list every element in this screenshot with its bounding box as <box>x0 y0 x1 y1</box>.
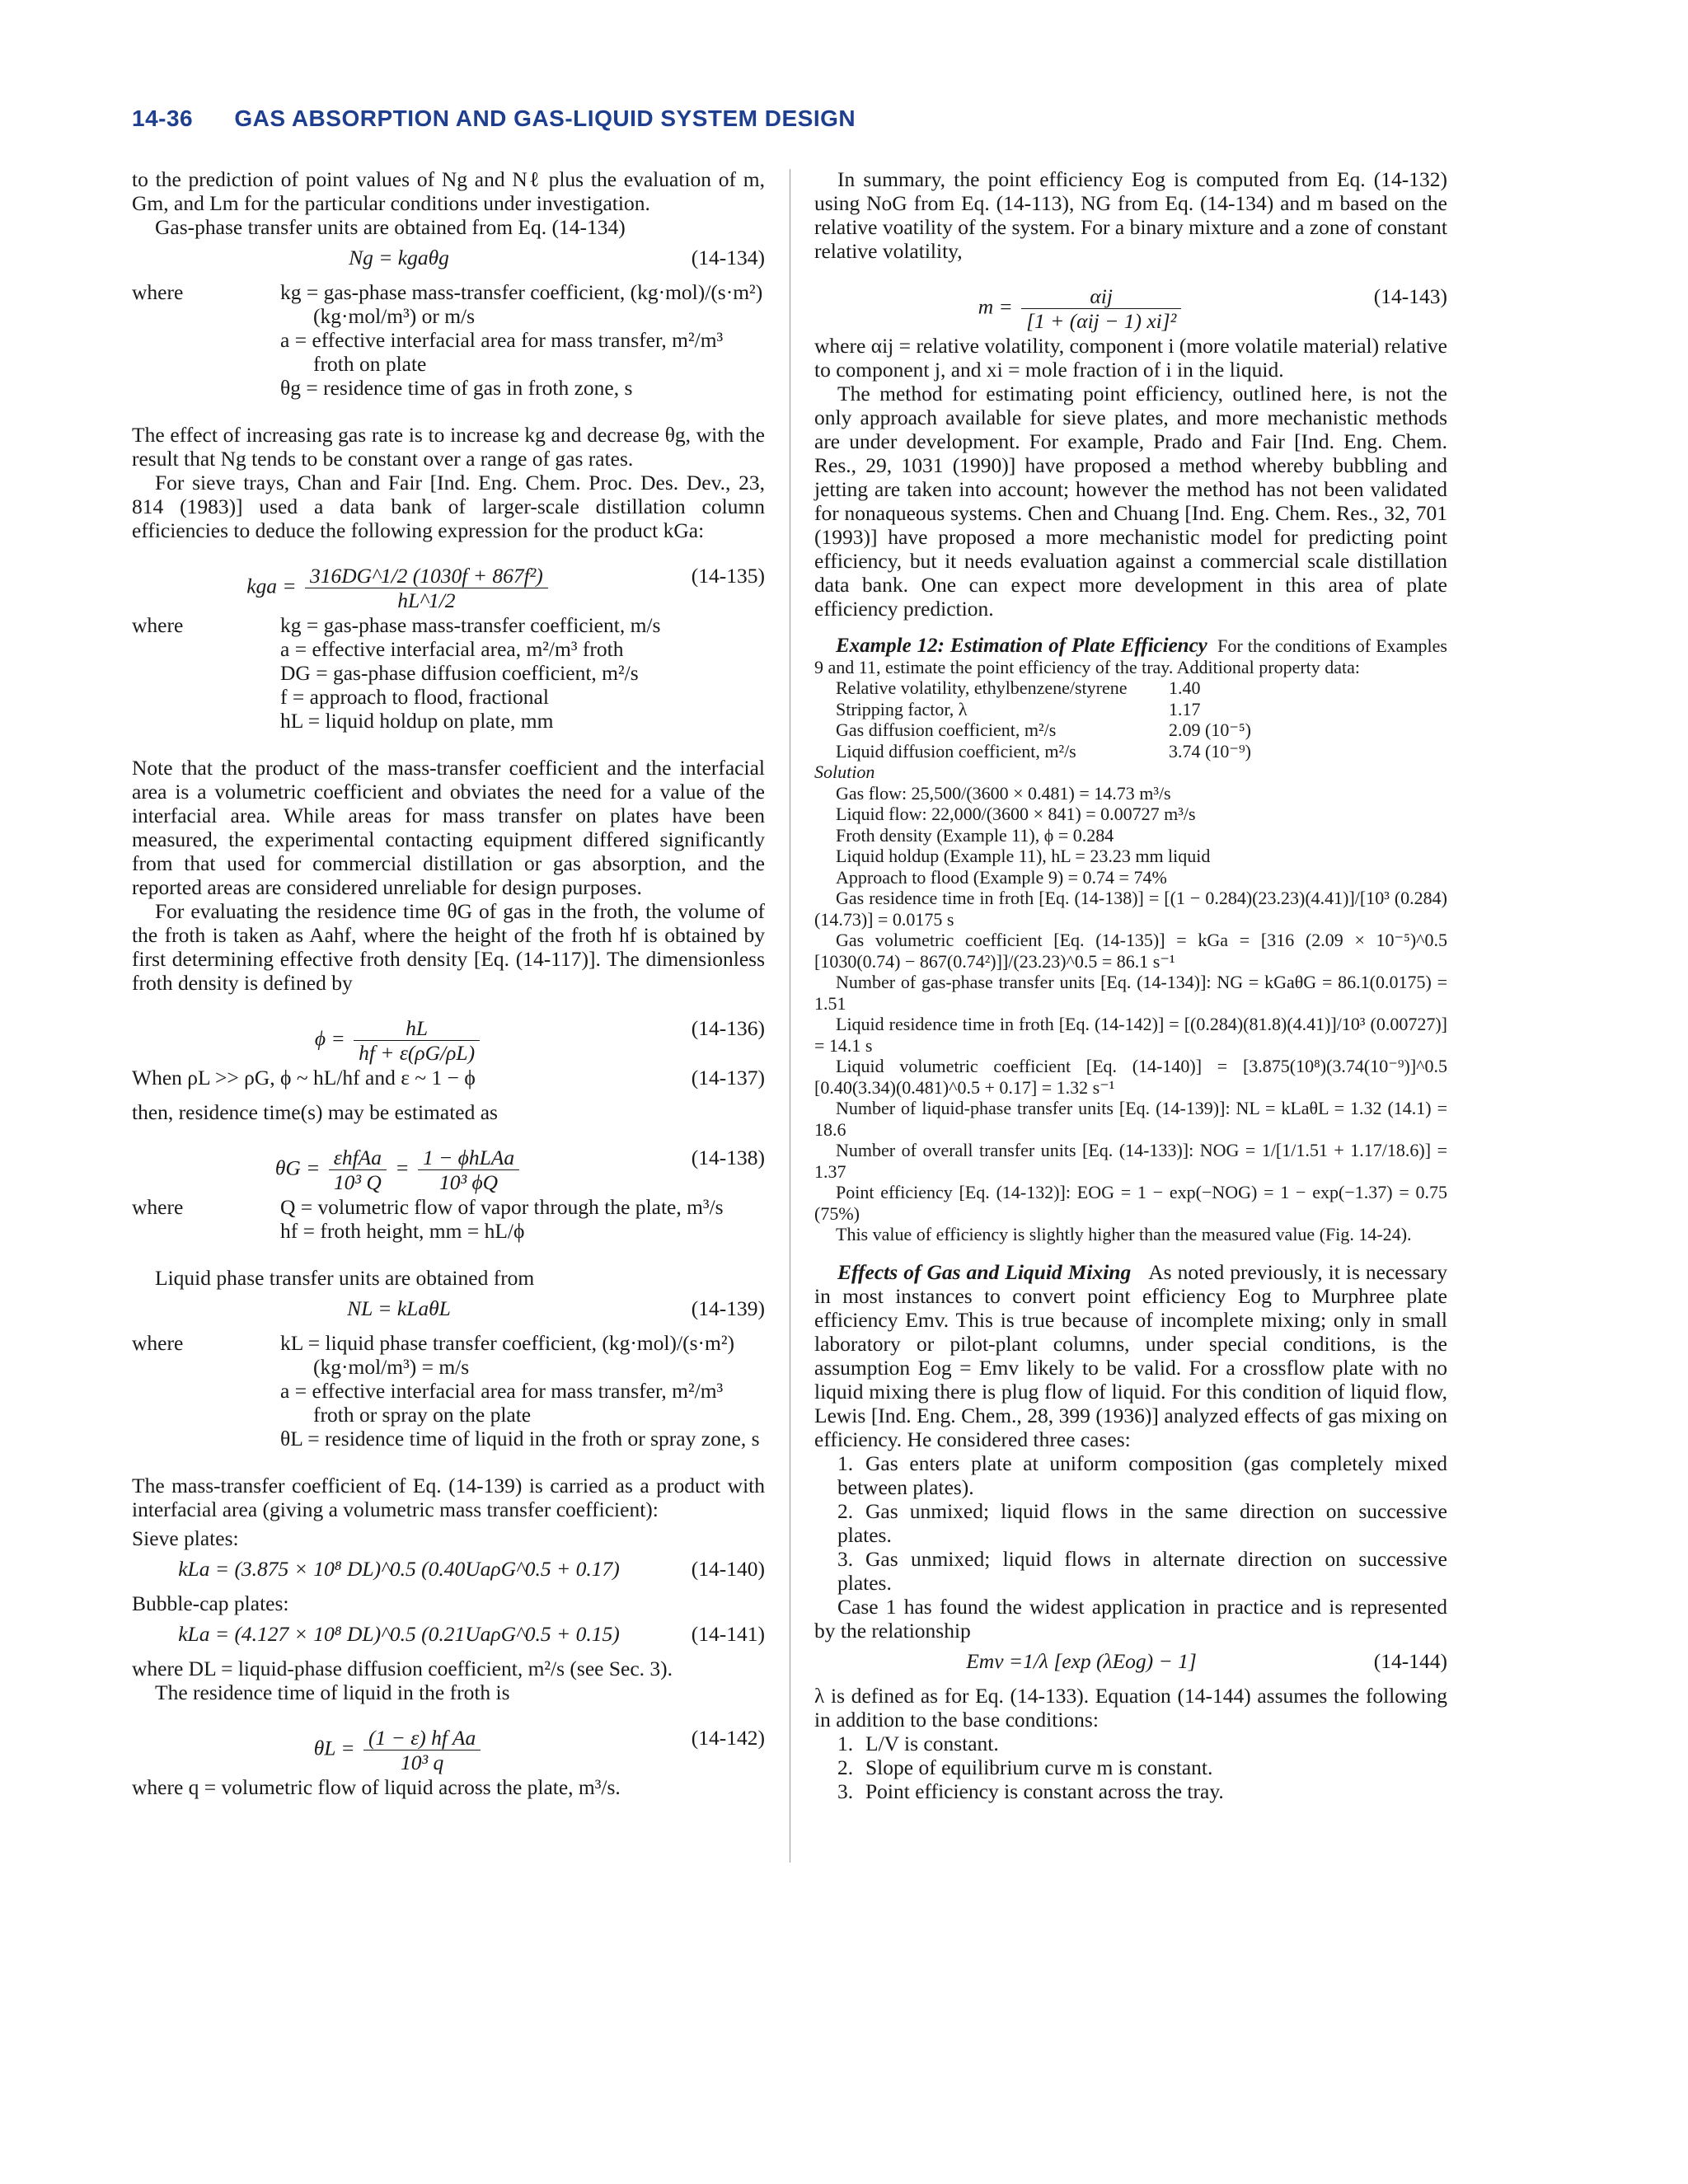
variable-definitions <box>132 280 765 400</box>
equation-14-144 <box>814 1649 1447 1677</box>
chapter-title: GAS ABSORPTION AND GAS-LIQUID SYSTEM DESIGN <box>234 105 856 131</box>
list-item: 2. Slope of equilibrium curve m is constant. <box>837 1755 1213 1779</box>
solution-line: Liquid flow: 22,000/(3600 × 841) = 0.00727 m³/s <box>836 804 1196 824</box>
equation-body: kLa = (3.875 × 10⁸ DL)^0.5 (0.40UaρG^0.5 + 0.17) <box>178 1557 620 1581</box>
equation-number: (14-137) <box>691 1066 765 1090</box>
equation-14-143 <box>814 269 1447 333</box>
solution-line: Liquid residence time in froth [Eq. (14-142)] = [(0.284)(81.8)(4.41)]/10³ (0.00727)] = 14.1 s <box>814 1014 1447 1056</box>
equation-body: θL = $\frac{\text{(1 − ε) hf Aa}}{\text{10³ q}}$ <box>132 1726 666 1774</box>
equation-14-140 <box>132 1557 765 1585</box>
paragraph: The effect of increasing gas rate is to increase kg and decrease θg, with the result that Ng tends to be constant over a range of gas rates. <box>132 423 765 471</box>
equation-number: (14-141) <box>691 1622 765 1646</box>
equation-14-137 <box>132 1066 765 1094</box>
list-item: 3. Gas unmixed; liquid flows in alternate direction on successive plates. <box>837 1546 1447 1595</box>
list-item: 3. Point efficiency is constant across the tray. <box>837 1779 1224 1803</box>
equation-body: NL = kLaθL <box>347 1296 451 1320</box>
definition-row: f = approach to flood, fractional <box>280 685 549 709</box>
solution-line: Approach to flood (Example 9) = 0.74 = 74% <box>836 866 1167 888</box>
paragraph: Gas-phase transfer units are obtained from Eq. (14-134) <box>155 215 626 239</box>
equation-body: ϕ = $\frac{hL}{hf + \varepsilon(\rho G/\rho L)}$ <box>132 1016 666 1065</box>
equation-number: (14-140) <box>691 1557 765 1581</box>
equation-body: θG = $\frac{\text{εhfAa}}{\text{10³ Q}}$ = $\frac{\text{1 − ϕhLAa}}{\text{10³ ϕQ}}$ <box>132 1146 666 1194</box>
property-row: Relative volatility, ethylbenzene/styrene 1.40 <box>836 677 1201 698</box>
solution-line: Liquid volumetric coefficient [Eq. (14-140)] = [3.875(10⁸)(3.74(10⁻⁹)]^0.5 [0.40(3.34)(0.481)^0.5 + 0.17] = 1.32 s⁻¹ <box>814 1056 1447 1098</box>
paragraph: then, residence time(s) may be estimated as <box>132 1100 498 1124</box>
section-heading: Effects of Gas and Liquid Mixing <box>837 1259 1132 1284</box>
property-row: Gas diffusion coefficient, m²/s 2.09 (10⁻⁵) <box>836 719 1251 740</box>
paragraph: In summary, the point efficiency Eog is computed from Eq. (14-132) using NoG from Eq. (14-113), NG from Eq. (14-134) and m based on the relative voatility of the system. For a binary mixture and a zone of constant relative volatility, <box>814 167 1447 263</box>
definition-row: hL = liquid holdup on plate, mm <box>280 709 554 733</box>
paragraph: Liquid phase transfer units are obtained from <box>155 1266 535 1290</box>
equation-number: (14-135) <box>691 564 765 588</box>
equation-number: (14-142) <box>691 1726 765 1750</box>
solution-line: This value of efficiency is slightly higher than the measured value (Fig. 14-24). <box>836 1224 1412 1244</box>
equation-body: Emv =1/λ [exp (λEog) − 1] <box>966 1648 1197 1673</box>
equation-14-142 <box>132 1711 765 1774</box>
paragraph: The residence time of liquid in the froth is <box>155 1680 510 1704</box>
definition-row: where Q = volumetric flow of vapor through the plate, m³/s <box>132 1195 724 1219</box>
paragraph: The mass-transfer coefficient of Eq. (14-139) is carried as a product with interfacial area (giving a volumetric mass transfer coefficient): <box>132 1474 765 1521</box>
paragraph: where αij = relative volatility, component i (more volatile material) relative to component j, and xi = mole fraction of i in the liquid. <box>814 334 1447 382</box>
definition-row: θL = residence time of liquid in the froth or spray zone, s <box>280 1427 760 1451</box>
paragraph: Case 1 has found the widest application in practice and is represented by the relationship <box>814 1594 1447 1643</box>
definition-row: where kg = gas-phase mass-transfer coefficient, m/s <box>132 613 661 637</box>
definition-row: where kL = liquid phase transfer coefficient, (kg·mol)/(s·m²)(kg·mol/m³) = m/s <box>132 1331 734 1379</box>
definition-row: a = effective interfacial area for mass transfer, m²/m³ froth or spray on the plate <box>280 1379 724 1427</box>
definition-row: a = effective interfacial area, m²/m³ froth <box>280 637 624 661</box>
definition-row: hf = froth height, mm = hL/ϕ <box>280 1219 525 1243</box>
solution-line: Gas flow: 25,500/(3600 × 0.481) = 14.73 m³/s <box>836 782 1171 804</box>
solution-line: Number of gas-phase transfer units [Eq. (14-134)]: NG = kGaθG = 86.1(0.0175) = 1.51 <box>814 972 1447 1014</box>
property-row: Stripping factor, λ 1.17 <box>836 698 1201 719</box>
equation-14-138 <box>132 1131 765 1194</box>
variable-definitions <box>132 613 765 733</box>
paragraph: Note that the product of the mass-transfer coefficient and the interfacial area is a volumetric coefficient and obviates the need for a value of the interfacial area. While areas for mass transfer on plates have been measured, the experimental contacting equipment differed significantly from that used for commercial distillation or gas absorption, and the reported areas are considered unreliable for design purposes. <box>132 756 765 899</box>
right-column <box>814 167 1447 1803</box>
equation-number: (14-134) <box>691 246 765 269</box>
example-intro: For the conditions of Examples 9 and 11, estimate the point efficiency of the tray. Additional property data: <box>814 635 1447 677</box>
solution-line: Froth density (Example 11), ϕ = 0.284 <box>836 824 1114 846</box>
equation-number: (14-144) <box>1373 1648 1447 1673</box>
list-item: 1. L/V is constant. <box>837 1731 999 1755</box>
equation-body: Ng = kgaθg <box>349 246 449 269</box>
solution-line: Liquid holdup (Example 11), hL = 23.23 mm liquid <box>836 846 1211 866</box>
equation-14-136 <box>132 1001 765 1065</box>
list-item: 1. Gas enters plate at uniform composition (gas completely mixed between plates). <box>837 1451 1447 1499</box>
solution-line: Number of overall transfer units [Eq. (14-133)]: NOG = 1/[1/1.51 + 1.17/18.6)] = 1.37 <box>814 1140 1447 1182</box>
equation-body: m = $\frac{\text{αij}}{\text{[1 + (αij − 1) xi]²}}$ <box>814 284 1348 333</box>
left-column <box>132 167 765 1799</box>
paragraph: The method for estimating point efficiency, outlined here, is not the only approach available for sieve plates, and more mechanistic methods are under development. For example, Prado and Fair [Ind. Eng. Chem. Res., 29, 1031 (1990)] have proposed a method whereby bubbling and jetting are taken into account; however the method has not been validated for nonaqueous systems. Chen and Chuang [Ind. Eng. Chem. Res., 32, 701 (1993)] have proposed a more mechanistic model for predicting point efficiency, but it needs evaluation against a commercial scale distillation data bank. One can expect more development in this area of plate efficiency prediction. <box>814 382 1447 621</box>
equation-number: (14-138) <box>691 1146 765 1169</box>
paragraph: Sieve plates: <box>132 1526 239 1550</box>
paragraph: Effects of Gas and Liquid Mixing As noted previously, it is necessary in most instances to convert point efficiency Eog to Murphree plate efficiency Emv. This is true because of incomplete mixing; only in small laboratory or pilot-plant columns, under special conditions, is the assumption Eog = Emv likely to be valid. For a crossflow plate with no liquid mixing there is plug flow of liquid. For this condition of liquid flow, Lewis [Ind. Eng. Chem., 28, 399 (1936)] analyzed effects of gas mixing on efficiency. He considered three cases: <box>814 1259 1447 1451</box>
page-number: 14-36 <box>132 105 194 131</box>
paragraph: For sieve trays, Chan and Fair [Ind. Eng. Chem. Proc. Des. Dev., 23, 814 (1983)] used a data bank of larger-scale distillation column efficiencies to deduce the following expression for the product kGa: <box>132 471 765 542</box>
equation-14-141 <box>132 1622 765 1650</box>
page-header <box>132 105 1566 132</box>
equation-body: kga = $\frac{\text{316DG\textasciicircum{}1/2 (1030f + 867f²)}}{hL\^{}1/2}$ <box>132 564 666 612</box>
equation-body: When ρL >> ρG, ϕ ~ hL/hf and ε ~ 1 − ϕ <box>132 1066 476 1090</box>
property-row: Liquid diffusion coefficient, m²/s 3.74 (10⁻⁹) <box>836 740 1251 762</box>
solution-line: Gas volumetric coefficient [Eq. (14-135)] = kGa = [316 (2.09 × 10⁻⁵)^0.5 [1030(0.74) − 867(0.74²)]]/(23.23)^0.5 = 86.1 s⁻¹ <box>814 930 1447 972</box>
example-title: Example 12: Estimation of Plate Efficiency <box>836 635 1207 657</box>
paragraph: For evaluating the residence time θG of gas in the froth, the volume of the froth is taken as Aahf, where the height of the froth hf is obtained by first determining effective froth density [Eq. (14-117)]. The dimensionless froth density is defined by <box>132 899 765 995</box>
definition-row: where kg = gas-phase mass-transfer coefficient, (kg·mol)/(s·m²)(kg·mol/m³) or m/s <box>132 280 763 328</box>
definition-row: DG = gas-phase diffusion coefficient, m²/s <box>280 661 639 685</box>
equation-number: (14-136) <box>691 1016 765 1040</box>
list-item: 2. Gas unmixed; liquid flows in the same direction on successive plates. <box>837 1498 1447 1547</box>
solution-line: Point efficiency [Eq. (14-132)]: EOG = 1 − exp(−NOG) = 1 − exp(−1.37) = 0.75 (75%) <box>814 1182 1447 1224</box>
definition-row: a = effective interfacial area for mass transfer, m²/m³ froth on plate <box>280 328 724 376</box>
solution-line: Number of liquid-phase transfer units [Eq. (14-139)]: NL = kLaθL = 1.32 (14.1) = 18.6 <box>814 1098 1447 1140</box>
equation-body: kLa = (4.127 × 10⁸ DL)^0.5 (0.21UaρG^0.5 + 0.15) <box>178 1622 620 1646</box>
paragraph: to the prediction of point values of Ng and Nℓ plus the evaluation of m, Gm, and Lm for the particular conditions under investigation. <box>132 167 765 215</box>
definition-row: θg = residence time of gas in froth zone, s <box>280 376 633 400</box>
paragraph: where q = volumetric flow of liquid across the plate, m³/s. <box>132 1775 621 1799</box>
assumption-list <box>814 1732 1447 1803</box>
paragraph: where DL = liquid-phase diffusion coefficient, m²/s (see Sec. 3). <box>132 1657 673 1680</box>
example-box <box>814 635 1447 1245</box>
paragraph: λ is defined as for Eq. (14-133). Equation (14-144) assumes the following in addition to the base conditions: <box>814 1683 1447 1732</box>
solution-line: Gas residence time in froth [Eq. (14-138)] = [(1 − 0.284)(23.23)(4.41)]/[10³ (0.284)(14.73)] = 0.0175 s <box>814 888 1447 930</box>
equation-14-139 <box>132 1296 765 1324</box>
variable-definitions <box>132 1195 765 1243</box>
solution-label: Solution <box>814 762 875 782</box>
variable-definitions <box>132 1331 765 1451</box>
equation-14-134 <box>132 246 765 274</box>
case-list <box>814 1451 1447 1595</box>
equation-14-135 <box>132 549 765 612</box>
equation-number: (14-139) <box>691 1296 765 1320</box>
equation-number: (14-143) <box>1373 284 1447 308</box>
paragraph: Bubble-cap plates: <box>132 1591 289 1615</box>
